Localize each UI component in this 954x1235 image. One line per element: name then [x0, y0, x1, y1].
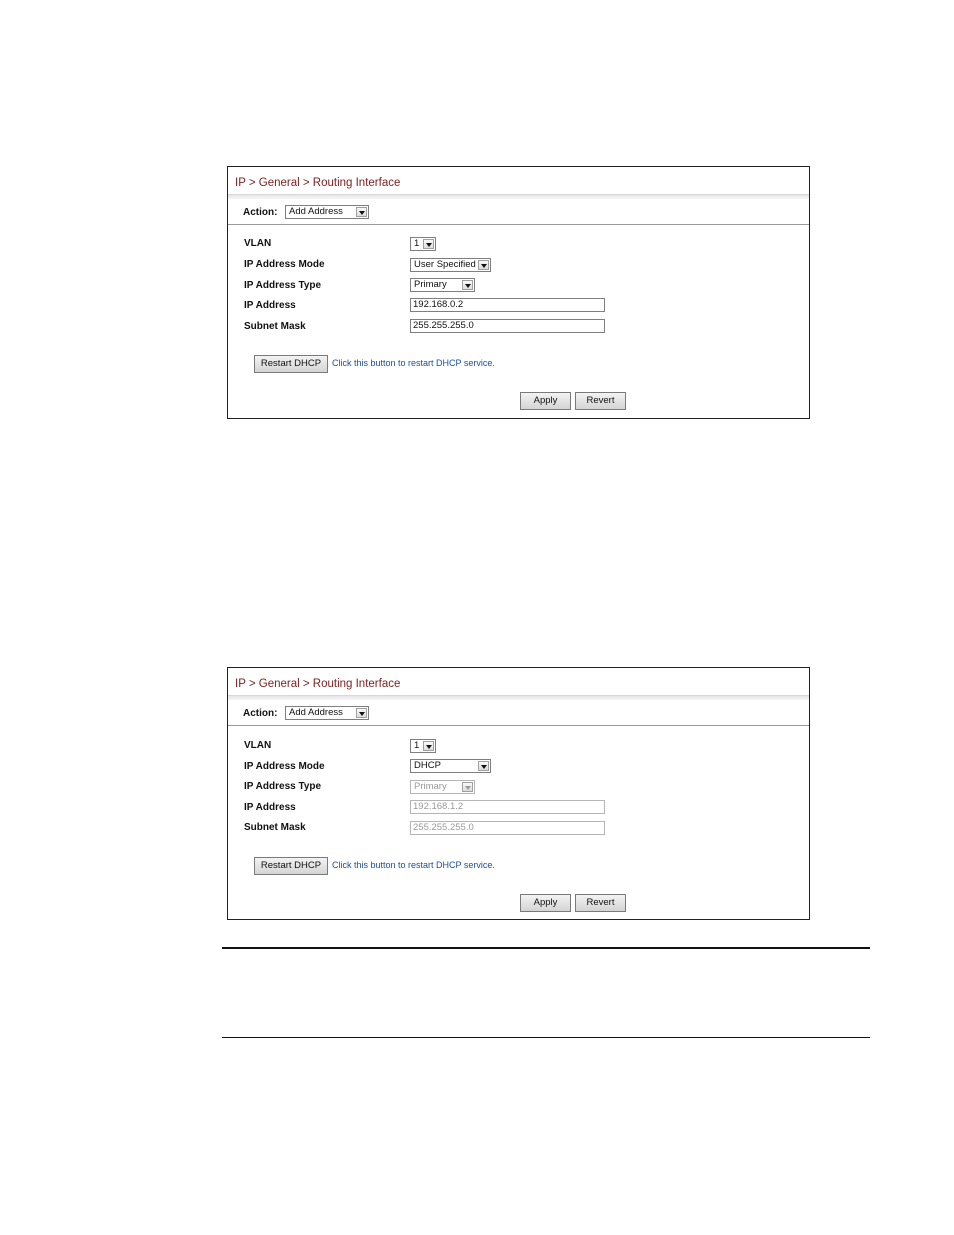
ip-address-type-label: IP Address Type: [244, 781, 322, 792]
action-label: Action:: [243, 708, 278, 719]
ip-address-input[interactable]: 192.168.0.2: [410, 298, 605, 312]
revert-button[interactable]: Revert: [575, 894, 626, 912]
divider: [228, 725, 809, 726]
ip-address-label: IP Address: [244, 300, 296, 311]
chevron-down-icon: [462, 782, 473, 792]
subnet-mask-input: 255.255.255.0: [410, 821, 605, 835]
divider: [222, 1037, 870, 1038]
divider: [228, 695, 809, 700]
vlan-label: VLAN: [244, 740, 272, 751]
ip-address-mode-value: DHCP: [414, 760, 441, 771]
ip-address-type-value: Primary: [414, 781, 447, 792]
restart-dhcp-hint: Click this button to restart DHCP service.: [332, 860, 495, 870]
chevron-down-icon[interactable]: [462, 280, 473, 290]
action-select-value: Add Address: [289, 206, 343, 217]
apply-button[interactable]: Apply: [520, 392, 571, 410]
breadcrumb: IP > General > Routing Interface: [235, 177, 401, 189]
ip-address-type-select: [410, 780, 475, 794]
vlan-label: VLAN: [244, 238, 272, 249]
restart-dhcp-button[interactable]: Restart DHCP: [254, 857, 328, 875]
vlan-select[interactable]: [410, 739, 436, 753]
ip-address-label: IP Address: [244, 802, 296, 813]
ip-address-type-select[interactable]: [410, 278, 475, 292]
chevron-down-icon[interactable]: [356, 708, 367, 718]
divider: [228, 194, 809, 199]
divider: [222, 947, 870, 949]
action-select-value: Add Address: [289, 707, 343, 718]
routing-interface-panel: [227, 667, 810, 920]
vlan-select-value: 1: [414, 740, 420, 751]
chevron-down-icon[interactable]: [478, 761, 489, 771]
apply-button[interactable]: Apply: [520, 894, 571, 912]
vlan-select[interactable]: [410, 237, 436, 251]
revert-button[interactable]: Revert: [575, 392, 626, 410]
restart-dhcp-button[interactable]: Restart DHCP: [254, 355, 328, 373]
subnet-mask-input[interactable]: 255.255.255.0: [410, 319, 605, 333]
ip-address-mode-select[interactable]: [410, 759, 491, 773]
ip-address-mode-select[interactable]: [410, 258, 491, 272]
ip-address-input: 192.168.1.2: [410, 800, 605, 814]
divider: [228, 224, 809, 225]
action-label: Action:: [243, 207, 278, 218]
breadcrumb: IP > General > Routing Interface: [235, 678, 401, 690]
routing-interface-panel: [227, 166, 810, 419]
chevron-down-icon[interactable]: [423, 741, 434, 751]
ip-address-type-label: IP Address Type: [244, 280, 322, 291]
chevron-down-icon[interactable]: [356, 207, 367, 217]
action-select[interactable]: [285, 205, 369, 219]
chevron-down-icon[interactable]: [423, 239, 434, 249]
ip-address-mode-label: IP Address Mode: [244, 761, 325, 772]
vlan-select-value: 1: [414, 238, 420, 249]
ip-address-type-value: Primary: [414, 279, 447, 290]
chevron-down-icon[interactable]: [478, 260, 489, 270]
subnet-mask-label: Subnet Mask: [244, 822, 306, 833]
restart-dhcp-hint: Click this button to restart DHCP service.: [332, 358, 495, 368]
subnet-mask-label: Subnet Mask: [244, 321, 306, 332]
ip-address-mode-label: IP Address Mode: [244, 259, 325, 270]
action-select[interactable]: [285, 706, 369, 720]
ip-address-mode-value: User Specified: [414, 259, 476, 270]
